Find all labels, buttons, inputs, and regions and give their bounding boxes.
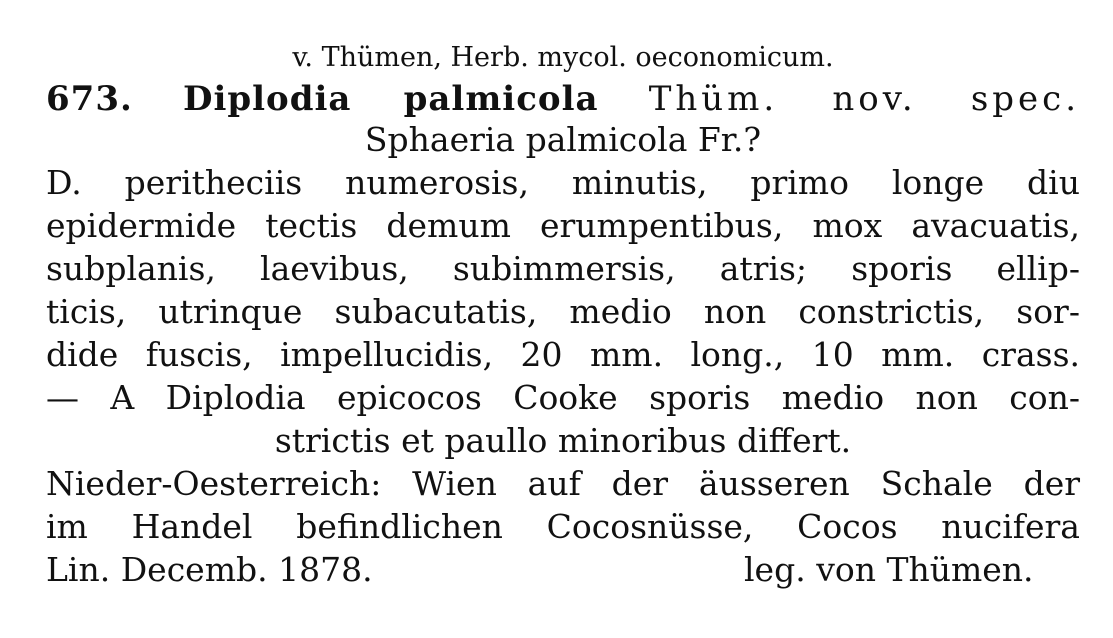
date-collector-line	[46, 550, 1080, 590]
species-author: Thüm. nov. spec.	[648, 79, 1081, 119]
description-line: ticis, utrinque subacutatis, medio non constrictis, sor-	[46, 292, 1080, 331]
species-name: Diplodia palmicola	[182, 79, 599, 119]
series-header: v. Thümen, Herb. mycol. oeconomicum.	[292, 42, 834, 73]
description-line: — A Diplodia epicocos Cooke sporis medio non con-	[46, 378, 1080, 417]
collection-date: Lin. Decemb. 1878.	[46, 550, 373, 589]
description-line: subplanis, laevibus, subimmersis, atris; sporis ellip-	[46, 249, 1080, 288]
description-line: strictis et paullo minoribus differt.	[274, 421, 852, 460]
locality-line: im Handel befindlichen Cocosnüsse, Cocos nucifera	[46, 507, 1080, 546]
collector: leg. von Thümen.	[744, 550, 1034, 589]
description-line: dide fuscis, impellucidis, 20 mm. long., 10 mm. crass.	[46, 335, 1080, 374]
entry-number: 673.	[46, 79, 133, 119]
description-line: epidermide tectis demum erumpentibus, mox avacuatis,	[46, 206, 1080, 245]
species-title	[46, 79, 1080, 119]
synonym: Sphaeria palmicola Fr.?	[364, 120, 762, 159]
description-line: D. peritheciis numerosis, minutis, primo longe diu	[46, 163, 1080, 202]
locality-line: Nieder-Oesterreich: Wien auf der äusseren Schale der	[46, 464, 1080, 503]
